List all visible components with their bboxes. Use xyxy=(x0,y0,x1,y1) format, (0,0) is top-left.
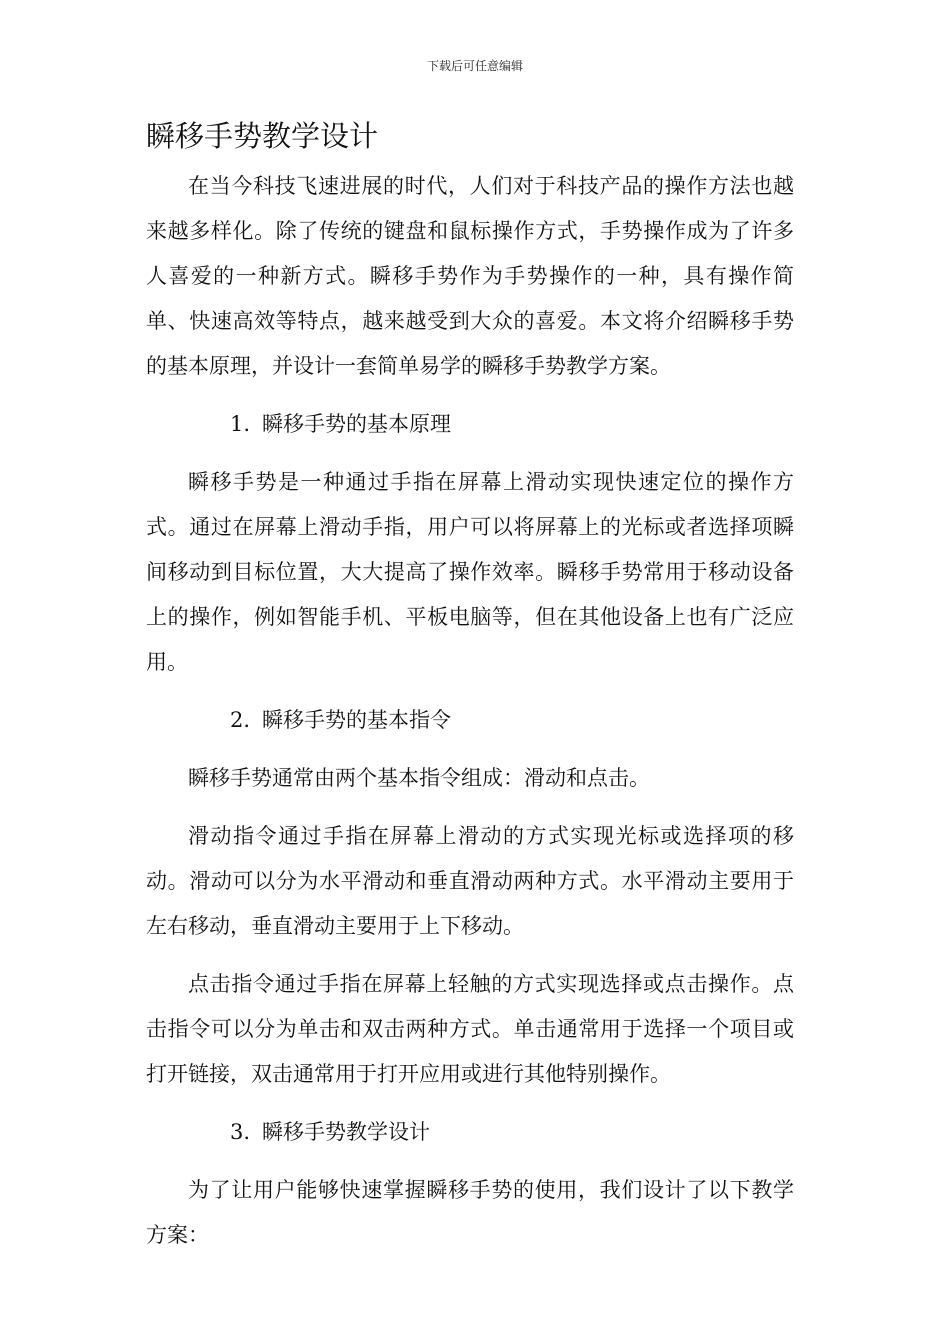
section-3-heading xyxy=(146,1110,794,1155)
section-1-paragraph: 瞬移手势是一种通过手指在屏幕上滑动实现快速定位的操作方式。通过在屏幕上滑动手指，用户可以将屏幕上的光标或者选择项瞬间移动到目标位置，大大提高了操作效率。瞬移手势常用于移动设备上的操作，例如智能手机、平板电脑等，但在其他设备上也有广泛应用。 xyxy=(146,470,794,674)
section-3-paragraph: 为了让用户能够快速掌握瞬移手势的使用，我们设计了以下教学方案： xyxy=(146,1178,794,1247)
section-1-number: 1. xyxy=(230,412,251,436)
section-3-number: 3. xyxy=(230,1120,251,1144)
intro-paragraph: 在当今科技飞速进展的时代，人们对于科技产品的操作方法也越来越多样化。除了传统的键盘和鼠标操作方式，手势操作成为了许多人喜爱的一种新方式。瞬移手势作为手势操作的一种，具有操作简单、快速高效等特点，越来越受到大众的喜爱。本文将介绍瞬移手势的基本原理，并设计一套简单易学的瞬移手势教学方案。 xyxy=(146,174,794,378)
section-1-heading xyxy=(146,402,794,447)
section-1-title: 瞬移手势的基本原理 xyxy=(262,412,452,436)
document-title: 瞬移手势教学设计 xyxy=(146,119,379,153)
section-2-heading xyxy=(146,698,794,743)
section-2-paragraph-3: 点击指令通过手指在屏幕上轻触的方式实现选择或点击操作。点击指令可以分为单击和双击两种方式。单击通常用于选择一个项目或打开链接，双击通常用于打开应用或进行其他特别操作。 xyxy=(146,972,794,1086)
section-2-number: 2. xyxy=(230,708,251,732)
section-3-title: 瞬移手势教学设计 xyxy=(262,1120,431,1144)
section-2-title: 瞬移手势的基本指令 xyxy=(262,708,452,732)
section-2-paragraph-2: 滑动指令通过手指在屏幕上滑动的方式实现光标或选择项的移动。滑动可以分为水平滑动和垂直滑动两种方式。水平滑动主要用于左右移动，垂直滑动主要用于上下移动。 xyxy=(146,824,794,938)
section-2-paragraph-1: 瞬移手势通常由两个基本指令组成：滑动和点击。 xyxy=(188,766,650,790)
document-body xyxy=(146,164,794,1258)
page-header: 下载后可任意编辑 xyxy=(426,59,523,73)
